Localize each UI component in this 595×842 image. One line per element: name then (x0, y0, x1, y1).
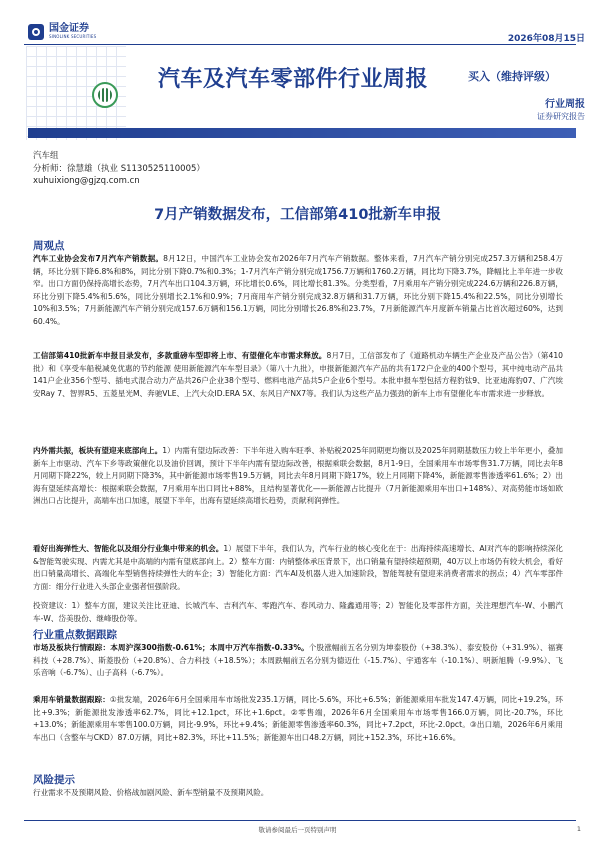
logo-icon (28, 24, 44, 40)
header-color-bar (28, 128, 576, 138)
paragraph-lead: 市场及板块行情跟踪：本周沪深300指数-0.61%；本周中万汽车指数-0.33%。 (33, 643, 309, 652)
paragraph-investment-theme (33, 543, 563, 593)
logo-name-cn: 国金证券 (49, 23, 89, 34)
report-headline: 7月产销数据发布，工信部第410批新车申报 (154, 207, 441, 223)
page-number: 1 (576, 825, 581, 833)
footer-divider (24, 820, 576, 821)
paragraph-production-sales (33, 253, 563, 328)
section-overview: 周观点 (33, 240, 65, 252)
footer-disclaimer: 敬请参阅最后一页特别声明 (258, 826, 337, 834)
paragraph-body: ①批发端，2026年6月全国乘用车市场批发235.1万辆，同比-5.6%，环比+6.5%；新能源乘用车批发147.4万辆，同比+19.2%，环比+9.3%；新能源批发渗透率62.7%，同比+12.1pct，环比+1.6pct。②零售端，2026年6月全国乘用车市场零售166.0万辆，同比-20.7%，环比+13.0%；新能源乘用车零售100.0万辆，同比-9.9%，环比+9.4%；新能源零售渗透率60.3%，同比+7.2pct，环比-2.0pct。③出口端，2026年6月乘用车出口（含整车与CKD）87.0万辆，同比+82.3%，环比+11.5%；新能源车出口48.2万辆，同比+152.3%，环比+16.6%。 (33, 695, 563, 742)
report-title: 汽车及汽车零部件行业周报 (158, 67, 429, 92)
report-header (0, 0, 595, 145)
author-group: 汽车组 (33, 151, 59, 161)
paragraph-demand-outlook (33, 445, 563, 508)
paragraph-risk: 行业需求不及预期风险、价格战加剧风险、新车型销量不及预期风险。 (33, 788, 269, 797)
paragraph-body: 1）展望下半年，我们认为，汽车行业的核心变化在于：出海持续高速增长、AI对汽车的影响持续深化&智能驾驶实现、内需尤其是中高端的内需有望底部向上。2）整车方面：内销整体承压背景下，出口销量有望持续超预期，40万以上市场仍有较大机会，看好出口销量高增长、高端化车型销售持续弹性大的车企；3）智能化方面：汽车AI及机器人进入加速阶段，智能驾驶有望迎来消费者需求的拐点；4）汽车零部件方面：细分行业进入头部企业强者恒强阶段。 (33, 544, 564, 591)
paragraph-market-tracking (33, 642, 563, 680)
paragraph-new-model-filing (33, 350, 563, 400)
header-divider (24, 44, 576, 45)
logo-name-en: SINOLINK SECURITIES (49, 34, 97, 39)
company-logo (28, 24, 96, 40)
section-risk: 风险提示 (33, 774, 75, 786)
rating-label: 买入（维持评级） (468, 70, 556, 83)
author-block (33, 150, 205, 188)
paragraph-vehicle-sales (33, 694, 563, 744)
paragraph-body: 个股涨幅前五名分别为坤泰股份（+38.3%）、泰安股份（+31.9%）、福赛科技（+28.7%）、斯菱股份（+20.8%）、合力科技（+18.5%）；本周跌幅前五名分别为德迈仕（-15.7%）、宇通客车（-10.1%）、明新旭腾（-9.9%）、飞乐音响（-6.7%）、山子高科（-6.7%）。 (33, 643, 563, 677)
report-type: 行业周报 (545, 99, 585, 110)
qr-code-icon (92, 82, 118, 108)
paragraph-lead: 看好出海弹性大、智能化以及细分行业集中带来的机会。 (33, 544, 224, 553)
report-date: 2026年08月15日 (507, 34, 585, 44)
paragraph-body: 8月7日，工信部发布了《道路机动车辆生产企业及产品公告》（第410批）和《享受车船税减免优惠的节约能源 使用新能源汽车车型目录》（第八十九批），申报新能源汽车产品的共有172户企业的400个型号，其中纯电动产品共141户企业356个型号、插电式混合动力产品共26户企业38个型号、燃料电池产品共5户企业6个型号。本批申报车型包括方程豹钛9、比亚迪海豹07、广汽埃安Ray 7、智界R5、五菱星光M、奔驰VLE、上汽大众ID.ERA 5X、东风日产NX7等。我们认为这些产品力强劲的新车上市有望催化车市需求进一步释放。 (33, 351, 563, 398)
paragraph-investment-advice: 投资建议：1）整车方面，建议关注比亚迪、长城汽车、吉利汽车、零跑汽车、春风动力、隆鑫通用等；2）智能化及零部件方面，关注理想汽车-W、小鹏汽车-W、岱美股份、继峰股份等。 (33, 601, 563, 623)
paragraph-body: 8月12日，中国汽车工业协会发布2026年7月汽车产销数据。整体来看，7月汽车产销分别完成257.3万辆和258.4万辆，环比分别下降6.8%和8%，同比分别下降0.7%和0.3%；1-7月汽车产销分别完成1756.7万辆和1760.2万辆，同比均下降3.7%，降幅比上半年进一步收窄。出口方面仍保持高增长态势，7月汽车出口104.3万辆，环比增长0.6%，同比增长81.3%。分类型看，7月乘用车产销分别完成224.6万辆和226.8万辆，环比分别下降5.4%和5.6%，同比分别增长2.1%和0.9%；7月商用车产销分别完成32.8万辆和31.7万辆，环比分别下降15.4%和22.5%，同比分别增长10%和3.5%；7月新能源汽车产销分别完成157.6万辆和156.1万辆，同比分别增长26.8%和23.7%，7月新能源汽车月度新车销量占比首次超过60%，达到60.4%。 (33, 254, 563, 326)
paragraph-body: 1）内需有望边际改善：下半年进入购车旺季、补贴税2025年同期更均衡以及2025年同期基数压力较上半年更小，叠加新车上市驱动、汽车下乡等政策催化以及油价回调，预计下半年内需有望边际改善，根据乘联会数据，8月1-9日，全国乘用车市场零售31.7万辆，同比去年8月同期下降22%，较上月同期下降3%，其中新能源市场零售19.5万辆，同比去年8月同期下降17%，较上月同期下降4%，新能源零售渗透率61.6%；2）出海有望延续高增长：根据乘联会数据，7月乘用车出口同比+88%，且结构显著优化——新能源占比提升（7月新能源乘用车出口+148%）、对高势能市场如欧洲出口占比提升，高端车出口加速，展望下半年，出海有望延续高增长趋势，贡献利润弹性。 (33, 446, 564, 505)
paragraph-lead: 汽车工业协会发布7月汽车产销数据。 (33, 254, 164, 263)
analyst-email[interactable]: xuhuixiong@gjzq.com.cn (33, 176, 140, 186)
paragraph-lead: 乘用车销量数据跟踪： (33, 695, 110, 704)
section-data-tracking: 行业重点数据跟踪 (33, 629, 117, 641)
report-category: 证券研究报告 (537, 112, 585, 121)
analyst-name: 分析师：徐慧雄（执业 S1130525110005） (33, 163, 205, 174)
paragraph-lead: 工信部第410批新车申报目录发布，多款重磅车型即将上市、有望催化车市需求释放。 (33, 351, 327, 360)
paragraph-lead: 内外需共振，板块有望迎来底部向上。 (33, 446, 163, 455)
